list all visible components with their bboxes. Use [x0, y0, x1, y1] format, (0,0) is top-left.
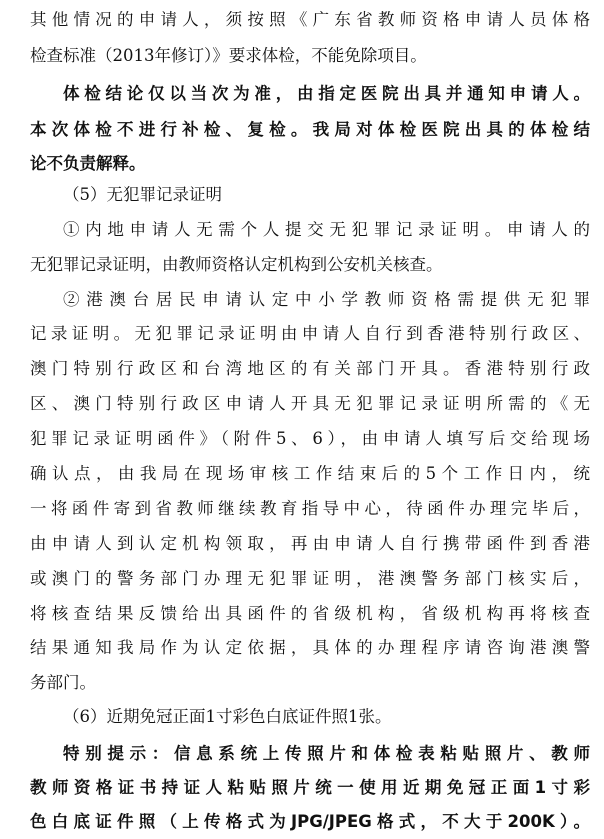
text-line: 结果通知我局作为认定依据，具体的办理程序请咨询港澳警	[30, 638, 590, 657]
text-line: 检查标准（2013年修订）》要求体检，不能免除项目。	[30, 46, 427, 65]
notice-line: 教师资格证书持证人粘贴照片统一使用近期免冠正面1寸彩	[30, 778, 590, 797]
text-line: ②港澳台居民申请认定中小学教师资格需提供无犯罪	[63, 290, 590, 309]
text-line: 由申请人到认定机构领取，再由申请人自行携带函件到香港	[30, 534, 590, 553]
text-line: 区、澳门特别行政区申请人开具无犯罪记录证明所需的《无	[30, 394, 590, 413]
text-line: 或澳门的警务部门办理无犯罪证明，港澳警务部门核实后，	[30, 569, 590, 588]
text-line: 澳门特别行政区和台湾地区的有关部门开具。香港特别行政	[30, 359, 590, 378]
text-line: 将核查结果反馈给出具函件的省级机构，省级机构再将核查	[30, 604, 590, 623]
section-heading: （6）近期免冠正面1寸彩色白底证件照1张。	[63, 707, 392, 726]
notice-line: 色白底证件照（上传格式为JPG/JPEG格式，不大于200K）。	[30, 812, 590, 831]
text-line: 犯罪记录证明函件》（附件5、6），由申请人填写后交给现场	[30, 429, 590, 448]
text-line: 无犯罪记录证明，由教师资格认定机构到公安机关核查。	[30, 255, 443, 274]
bold-text-line: 论不负责解释。	[30, 154, 146, 173]
text-line: 确认点，由我局在现场审核工作结束后的5个工作日内，统	[30, 464, 590, 483]
text-line: ①内地申请人无需个人提交无犯罪记录证明。申请人的	[63, 220, 590, 239]
bold-text-line: 体检结论仅以当次为准，由指定医院出具并通知申请人。	[63, 84, 590, 103]
notice-line: 特别提示：信息系统上传照片和体检表粘贴照片、教师	[63, 744, 590, 763]
text-line: 一将函件寄到省教师继续教育指导中心，待函件办理完毕后，	[30, 499, 590, 518]
text-line: 务部门。	[30, 673, 96, 692]
bold-text-line: 本次体检不进行补检、复检。我局对体检医院出具的体检结	[30, 120, 590, 139]
text-line: 其他情况的申请人，须按照《广东省教师资格申请人员体格	[30, 10, 590, 29]
text-line: 记录证明。无犯罪记录证明由申请人自行到香港特别行政区、	[30, 324, 590, 343]
section-heading: （5）无犯罪记录证明	[63, 185, 222, 204]
